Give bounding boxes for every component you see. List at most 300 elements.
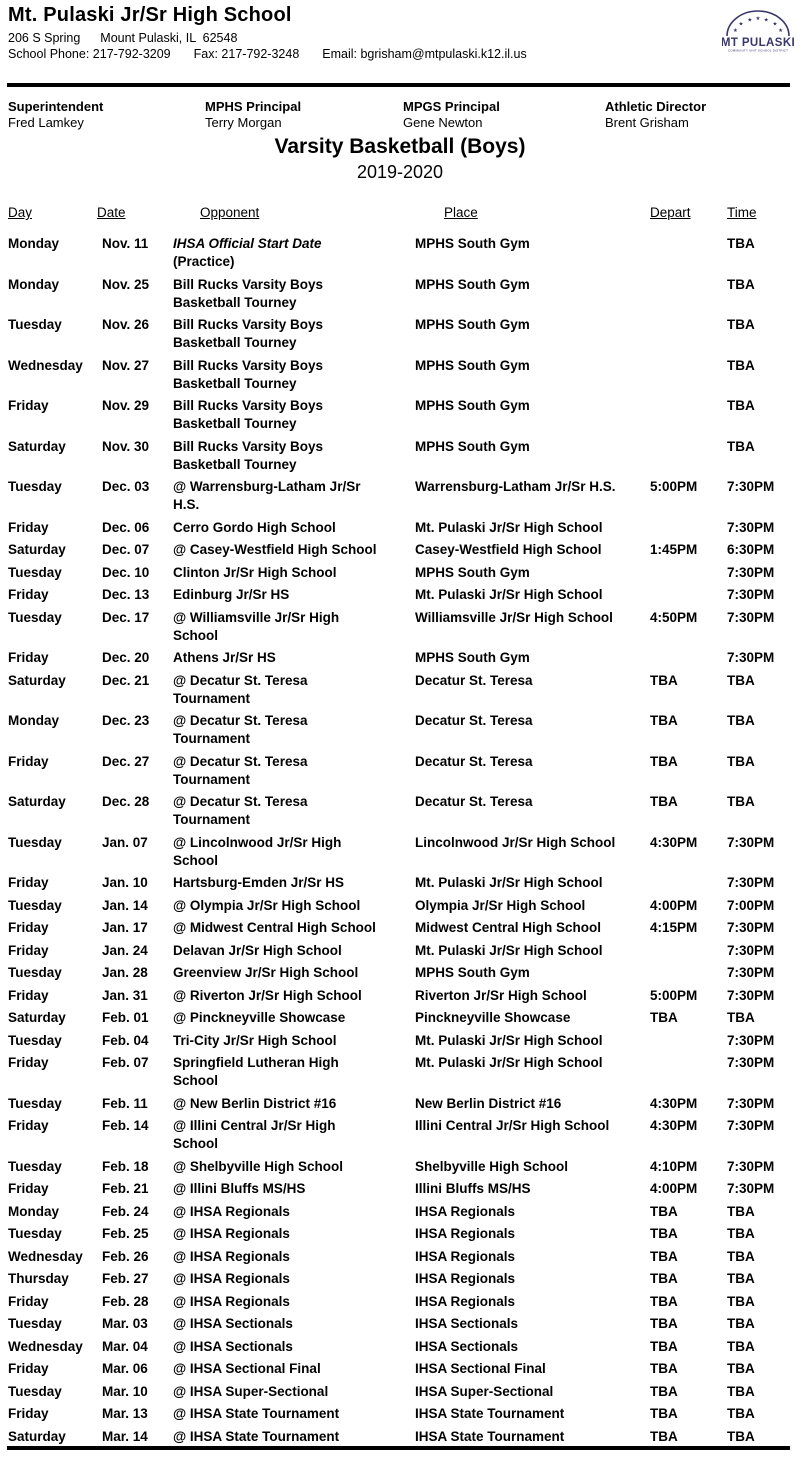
cell-depart: TBA [650,1383,678,1399]
cell-day: Tuesday [8,1383,62,1399]
cell-place: Mt. Pulaski Jr/Sr High School [415,942,603,958]
cell-time: TBA [727,1293,755,1309]
table-row [8,1054,792,1090]
table-row [8,276,792,312]
cell-opponent [173,397,415,433]
cell-day: Friday [8,987,49,1003]
cell-date: Jan. 10 [102,875,148,890]
cell-day: Tuesday [8,1226,62,1241]
cell-date: Nov. 25 [102,276,150,292]
cell-depart: 4:30PM [650,1095,698,1111]
school-name: Mt. Pulaski Jr/Sr High School [8,4,292,26]
cell-day: Friday [8,650,49,665]
cell-depart [648,235,725,271]
cell-depart: 4:00PM [650,897,698,913]
table-row [8,1009,792,1027]
cell-day: Friday [8,1118,49,1133]
cell-place: MPHS South Gym [415,357,530,373]
opponent-line: @ Decatur St. Teresa [173,794,308,809]
cell-day: Friday [8,942,49,958]
cell-time: TBA [727,236,755,251]
cell-depart: 4:00PM [650,1181,698,1196]
cell-date: Jan. 14 [102,897,148,913]
opponent-line: @ Williamsville Jr/Sr High [173,609,340,625]
cell-opponent [173,438,415,474]
cell-day: Saturday [8,542,66,557]
table-row [8,478,792,514]
cell-date: Dec. 07 [102,542,150,557]
cell-opponent [173,586,415,604]
cell-date: Mar. 14 [102,1428,148,1444]
cell-day: Wednesday [8,357,83,373]
staff-title: MPGS Principal [403,99,500,114]
opponent-line: Tournament [173,812,250,827]
table-row [8,874,792,892]
cell-time: TBA [727,1226,755,1241]
opponent-line: @ Riverton Jr/Sr High School [173,987,362,1003]
staff-name: Terry Morgan [205,115,282,130]
cell-time: 7:30PM [727,609,775,625]
cell-depart [648,564,725,582]
cell-day: Tuesday [8,1316,62,1331]
cell-opponent [173,672,415,708]
cell-depart: 4:30PM [650,834,698,850]
cell-opponent [173,834,415,870]
logo-star-icon: ★ [763,17,769,24]
cell-opponent [173,1158,415,1176]
opponent-line: Basketball Tourney [173,335,297,350]
opponent-line: @ Lincolnwood Jr/Sr High [173,834,342,850]
cell-date: Jan. 28 [102,965,148,980]
cell-time: TBA [727,357,755,373]
cell-place: Decatur St. Teresa [415,794,533,809]
cell-depart [648,519,725,537]
opponent-line: @ Decatur St. Teresa [173,672,308,688]
cell-date: Nov. 11 [102,236,149,251]
cell-opponent [173,1117,415,1153]
cell-place: IHSA Sectionals [415,1316,519,1331]
table-row [8,649,792,667]
cell-date: Feb. 28 [102,1293,149,1309]
cell-depart: TBA [650,1226,678,1241]
cell-day: Tuesday [8,1095,62,1111]
cell-depart [648,586,725,604]
staff-name: Brent Grisham [605,115,689,130]
cell-day: Friday [8,1406,49,1421]
cell-day: Friday [8,920,49,935]
cell-place: IHSA Super-Sectional [415,1383,554,1399]
cell-depart: TBA [650,1203,678,1219]
cell-depart [648,316,725,352]
school-phone: School Phone: 217-792-3209 [8,47,171,61]
cell-time: 7:30PM [727,1095,775,1111]
cell-opponent [173,235,415,271]
cell-opponent [173,478,415,514]
cell-place: Decatur St. Teresa [415,713,533,728]
cell-opponent [173,1315,415,1333]
cell-date: Dec. 28 [102,794,150,809]
opponent-line: @ New Berlin District #16 [173,1095,337,1111]
header-divider-rule [7,83,790,87]
table-header [8,204,792,222]
opponent-line: @ Illini Bluffs MS/HS [173,1181,306,1196]
cell-date: Feb. 01 [102,1010,149,1025]
cell-day: Friday [8,587,49,602]
opponent-line: Basketball Tourney [173,416,297,431]
cell-day: Saturday [8,1010,66,1025]
cell-place: Decatur St. Teresa [415,672,533,688]
cell-date: Feb. 11 [102,1095,148,1111]
cell-day: Monday [8,713,60,728]
table-row [8,316,792,352]
cell-opponent [173,897,415,915]
staff-block [403,99,605,130]
cell-time: 7:30PM [727,564,775,580]
cell-time: TBA [727,713,755,728]
cell-depart: TBA [650,1271,678,1286]
cell-date: Nov. 30 [102,438,150,454]
cell-place: IHSA Sectional Final [415,1361,546,1376]
cell-opponent [173,316,415,352]
opponent-line: Tournament [173,690,250,706]
cell-opponent [173,793,415,829]
opponent-line: @ IHSA Sectionals [173,1338,293,1354]
cell-day: Friday [8,875,49,890]
cell-day: Tuesday [8,834,62,850]
cell-opponent [173,1009,415,1027]
cell-date: Dec. 17 [102,609,150,625]
cell-date: Nov. 26 [102,317,150,332]
page-title: Varsity Basketball (Boys) [274,135,526,158]
cell-place: Warrensburg-Latham Jr/Sr H.S. [415,479,616,494]
cell-opponent [173,919,415,937]
table-row [8,1158,792,1176]
cell-opponent [173,874,415,892]
cell-time: TBA [727,1316,755,1331]
cell-depart: TBA [650,672,678,688]
cell-place: New Berlin District #16 [415,1095,562,1111]
table-row [8,1293,792,1311]
cell-date: Feb. 27 [102,1271,149,1286]
school-logo [722,7,794,59]
opponent-line: Clinton Jr/Sr High School [173,564,337,580]
logo-star-icon: ★ [738,21,744,28]
cell-opponent [173,1270,415,1288]
table-row [8,235,792,271]
school-fax: Fax: 217-792-3248 [193,47,300,61]
opponent-line: Tri-City Jr/Sr High School [173,1032,337,1048]
cell-day: Monday [8,236,60,251]
table-row [8,1338,792,1356]
cell-day: Friday [8,1181,49,1196]
cell-depart [648,276,725,312]
cell-day: Friday [8,1055,49,1070]
opponent-line: School [173,1136,219,1151]
table-row [8,712,792,748]
cell-place: MPHS South Gym [415,317,530,332]
cell-depart [648,649,725,667]
cell-day: Tuesday [8,609,62,625]
opponent-line: @ Midwest Central High School [173,920,376,935]
cell-day: Tuesday [8,965,62,980]
cell-opponent [173,1180,415,1198]
opponent-line: @ IHSA Regionals [173,1293,290,1309]
cell-time: TBA [727,1338,755,1354]
table-row [8,1428,792,1446]
table-row [8,438,792,474]
cell-depart: TBA [650,753,678,769]
cell-opponent [173,541,415,559]
cell-place: Shelbyville High School [415,1158,569,1174]
cell-depart [648,438,725,474]
opponent-line: @ Pinckneyville Showcase [173,1010,346,1025]
cell-depart: 4:30PM [650,1118,698,1133]
table-row [8,1360,792,1378]
cell-day: Monday [8,1203,60,1219]
opponent-line: Basketball Tourney [173,294,297,310]
opponent-line: Bill Rucks Varsity Boys [173,357,324,373]
cell-time: TBA [727,1428,755,1444]
cell-place: IHSA State Tournament [415,1406,565,1421]
opponent-line: @ Olympia Jr/Sr High School [173,897,361,913]
cell-time: TBA [727,753,755,769]
cell-date: Mar. 04 [102,1338,148,1354]
cell-opponent [173,1248,415,1266]
opponent-line: @ Warrensburg-Latham Jr/Sr [173,479,361,494]
cell-opponent [173,964,415,982]
cell-time: 7:30PM [727,650,775,665]
cell-depart [648,874,725,892]
table-row [8,1315,792,1333]
table-row [8,964,792,982]
table-row [8,609,792,645]
table-row [8,753,792,789]
cell-date: Dec. 21 [102,672,150,688]
cell-place: MPHS South Gym [415,236,530,251]
opponent-line: Tournament [173,771,250,787]
staff-title: Athletic Director [605,99,707,114]
header-opponent: Opponent [200,205,260,220]
cell-time: TBA [727,276,755,292]
cell-place: Mt. Pulaski Jr/Sr High School [415,1055,603,1070]
staff-block [605,99,792,130]
cell-date: Jan. 17 [102,920,148,935]
cell-time: TBA [727,438,755,454]
cell-place: IHSA State Tournament [415,1428,565,1444]
opponent-line: @ IHSA State Tournament [173,1428,340,1444]
opponent-line: (Practice) [173,254,235,269]
cell-time: TBA [727,1010,755,1025]
cell-date: Dec. 03 [102,479,150,494]
cell-date: Feb. 14 [102,1118,149,1133]
header-place: Place [444,205,478,220]
table-row [8,1095,792,1113]
cell-opponent [173,1054,415,1090]
staff-block [8,99,205,130]
opponent-line: @ Decatur St. Teresa [173,713,308,728]
cell-place: Mt. Pulaski Jr/Sr High School [415,519,603,535]
table-row [8,1117,792,1153]
cell-place: Decatur St. Teresa [415,753,533,769]
cell-place: IHSA Regionals [415,1271,516,1286]
logo-star-icon: ★ [772,21,778,28]
cell-day: Tuesday [8,897,62,913]
cell-day: Wednesday [8,1338,83,1354]
cell-opponent [173,1338,415,1356]
cell-day: Thursday [8,1271,69,1286]
cell-date: Dec. 06 [102,519,150,535]
cell-day: Tuesday [8,479,62,494]
cell-date: Dec. 23 [102,713,150,728]
cell-depart [648,964,725,982]
opponent-line: Hartsburg-Emden Jr/Sr HS [173,875,345,890]
cell-depart: TBA [650,1010,678,1025]
cell-time: 7:30PM [727,1032,775,1048]
cell-date: Dec. 10 [102,564,150,580]
opponent-line: Springfield Lutheran High [173,1055,339,1070]
cell-date: Feb. 24 [102,1203,149,1219]
cell-time: TBA [727,1383,755,1399]
cell-time: TBA [727,398,755,413]
opponent-line: @ Illini Central Jr/Sr High [173,1118,336,1133]
cell-time: TBA [727,794,755,809]
cell-date: Jan. 24 [102,942,148,958]
header-day: Day [8,205,33,220]
opponent-line: @ IHSA Regionals [173,1271,290,1286]
table-row [8,1180,792,1198]
cell-opponent [173,712,415,748]
cell-date: Jan. 31 [102,987,148,1003]
cell-opponent [173,987,415,1005]
staff-title: Superintendent [8,99,104,114]
cell-depart: TBA [650,1293,678,1309]
school-address [8,31,237,45]
opponent-line: IHSA Official Start Date [173,236,322,251]
table-row [8,1270,792,1288]
header-depart: Depart [650,205,691,220]
staff-name: Fred Lamkey [8,115,84,130]
cell-place: Mt. Pulaski Jr/Sr High School [415,587,603,602]
cell-place: IHSA Sectionals [415,1338,519,1354]
opponent-line: @ IHSA Regionals [173,1226,290,1241]
cell-depart [648,357,725,393]
cell-date: Jan. 07 [102,834,148,850]
cell-depart [648,942,725,960]
table-row [8,1032,792,1050]
cell-day: Saturday [8,672,66,688]
cell-depart [648,397,725,433]
staff-name: Gene Newton [403,115,483,130]
cell-time: 7:30PM [727,479,775,494]
cell-depart: TBA [650,1248,678,1264]
cell-place: IHSA Regionals [415,1226,516,1241]
footer-rule [7,1446,790,1450]
logo-star-icon: ★ [778,28,784,34]
opponent-line: School [173,627,219,643]
cell-opponent [173,1405,415,1423]
cell-time: 7:30PM [727,875,775,890]
cell-time: 7:30PM [727,920,775,935]
cell-depart: 1:45PM [650,542,698,557]
header-time: Time [727,205,757,220]
cell-opponent [173,357,415,393]
cell-time: 7:30PM [727,519,775,535]
cell-time: TBA [727,1203,755,1219]
cell-time: 7:30PM [727,834,775,850]
opponent-line: Basketball Tourney [173,456,297,472]
table-row [8,1203,792,1221]
cell-place: IHSA Regionals [415,1248,516,1264]
cell-date: Feb. 18 [102,1158,149,1174]
table-row [8,942,792,960]
cell-time: 7:30PM [727,1158,775,1174]
cell-opponent [173,753,415,789]
logo-star-icon: ★ [755,16,761,22]
opponent-line: Delavan Jr/Sr High School [173,942,342,958]
cell-opponent [173,1032,415,1050]
cell-opponent [173,649,415,667]
cell-time: 7:30PM [727,987,775,1003]
cell-day: Wednesday [8,1248,83,1264]
opponent-line: @ IHSA Super-Sectional [173,1383,329,1399]
opponent-line: Bill Rucks Varsity Boys [173,276,324,292]
opponent-line: Basketball Tourney [173,375,297,391]
school-email: Email: bgrisham@mtpulaski.k12.il.us [322,47,527,61]
cell-depart: TBA [650,794,678,809]
cell-place: Olympia Jr/Sr High School [415,897,586,913]
opponent-line: @ IHSA State Tournament [173,1406,340,1421]
cell-place: IHSA Regionals [415,1293,516,1309]
cell-opponent [173,276,415,312]
staff-row [8,99,792,130]
opponent-line: Tournament [173,731,250,746]
opponent-line: Cerro Gordo High School [173,519,336,535]
cell-date: Dec. 13 [102,587,150,602]
mt-pulaski-dome-icon [722,7,794,54]
opponent-line: @ Casey-Westfield High School [173,542,377,557]
cell-place: Mt. Pulaski Jr/Sr High School [415,1032,603,1048]
cell-time: TBA [727,1271,755,1286]
cell-place: MPHS South Gym [415,438,530,454]
opponent-line: @ Decatur St. Teresa [173,753,308,769]
season-subtitle: 2019-2020 [356,162,444,182]
cell-place: IHSA Regionals [415,1203,516,1219]
cell-date: Feb. 07 [102,1055,149,1070]
table-row [8,672,792,708]
contact-line [8,47,527,61]
table-row [8,897,792,915]
cell-date: Mar. 03 [102,1316,148,1331]
cell-opponent [173,942,415,960]
table-row [8,1405,792,1423]
cell-place: MPHS South Gym [415,650,530,665]
opponent-line: @ IHSA Regionals [173,1248,290,1264]
opponent-line: Bill Rucks Varsity Boys [173,398,324,413]
cell-depart: TBA [650,1361,678,1376]
table-row [8,919,792,937]
cell-day: Tuesday [8,1158,62,1174]
table-row [8,793,792,829]
opponent-line: Bill Rucks Varsity Boys [173,317,324,332]
cell-place: Midwest Central High School [415,920,602,935]
table-row [8,357,792,393]
cell-day: Tuesday [8,1032,62,1048]
cell-time: TBA [727,317,755,332]
cell-time: TBA [727,1248,755,1264]
opponent-line: @ IHSA Sectionals [173,1316,293,1331]
cell-opponent [173,609,415,645]
cell-time: 7:00PM [727,897,775,913]
